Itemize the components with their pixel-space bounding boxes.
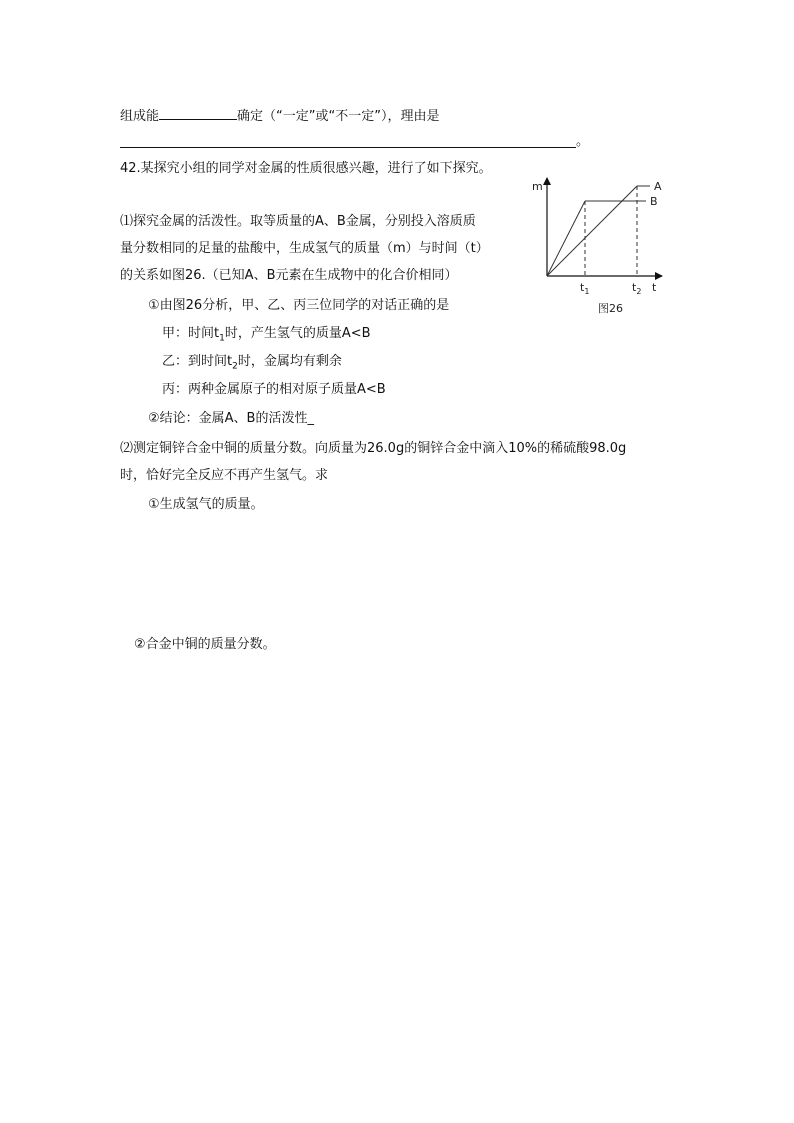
- figure-26-graph: [528, 168, 680, 318]
- t1-label-sub: 1: [584, 287, 590, 296]
- part2-line1: ⑵测定铜锌合金中铜的质量分数。向质量为26.0g的铜锌合金中滴入10%的稀硫酸98.0g: [120, 441, 627, 456]
- part2-question2: ②合金中铜的质量分数。: [134, 637, 276, 652]
- intro-prefix: 组成能: [120, 109, 160, 124]
- part2-question1: ①生成氢气的质量。: [148, 497, 264, 512]
- t1-label: [580, 281, 589, 296]
- option-jia-text-a: 甲：时间t: [162, 326, 220, 341]
- t2-label-sub: 2: [636, 287, 642, 296]
- series-a-line: [547, 186, 637, 276]
- option-jia-text-b: 时，产生氢气的质量A<B: [224, 326, 371, 341]
- option-jia-subscript: 1: [219, 333, 225, 344]
- series-b-label: B: [650, 195, 658, 208]
- composition-answer-blank[interactable]: [159, 105, 237, 120]
- option-yi-text-b: 时，金属均有剩余: [237, 354, 342, 369]
- figure-caption: 图26: [598, 302, 623, 315]
- reason-answer-blank[interactable]: [120, 147, 576, 148]
- t1-label-main: t: [580, 281, 585, 294]
- option-jia: [162, 325, 371, 348]
- intro-middle: 确定（“一定”或“不一定”），理由是: [237, 109, 440, 124]
- t2-label-main: t: [632, 281, 637, 294]
- option-yi-text-a: 乙：到时间t: [162, 354, 233, 369]
- option-yi-subscript: 2: [232, 361, 238, 372]
- series-b-line: [547, 201, 585, 276]
- part1-line2: 量分数相同的足量的盐酸中，生成氢气的质量（m）与时间（t）: [120, 241, 489, 256]
- option-bing: 丙：两种金属原子的相对原子质量A<B: [162, 382, 386, 397]
- question-heading: 42.某探究小组的同学对金属的性质很感兴趣，进行了如下探究。: [120, 161, 492, 176]
- reason-end-mark: 。: [576, 134, 590, 149]
- y-axis-label: m: [532, 180, 543, 193]
- part1-conclusion: ②结论：金属A、B的活泼性_: [148, 411, 314, 426]
- option-yi: [162, 353, 342, 376]
- part1-line3: 的关系如图26.（已知A、B元素在生成物中的化合价相同）: [120, 268, 458, 283]
- x-axis-label: t: [652, 281, 657, 294]
- series-a-label: A: [654, 180, 662, 193]
- part1-question1: ①由图26分析，甲、乙、丙三位同学的对话正确的是: [148, 298, 450, 313]
- part1-line1: ⑴探究金属的活泼性。取等质量的A、B金属，分别投入溶质质: [120, 214, 476, 229]
- t2-label: [632, 281, 641, 296]
- part2-line2: 时，恰好完全反应不再产生氢气。求: [120, 468, 329, 483]
- intro-line: [120, 105, 439, 126]
